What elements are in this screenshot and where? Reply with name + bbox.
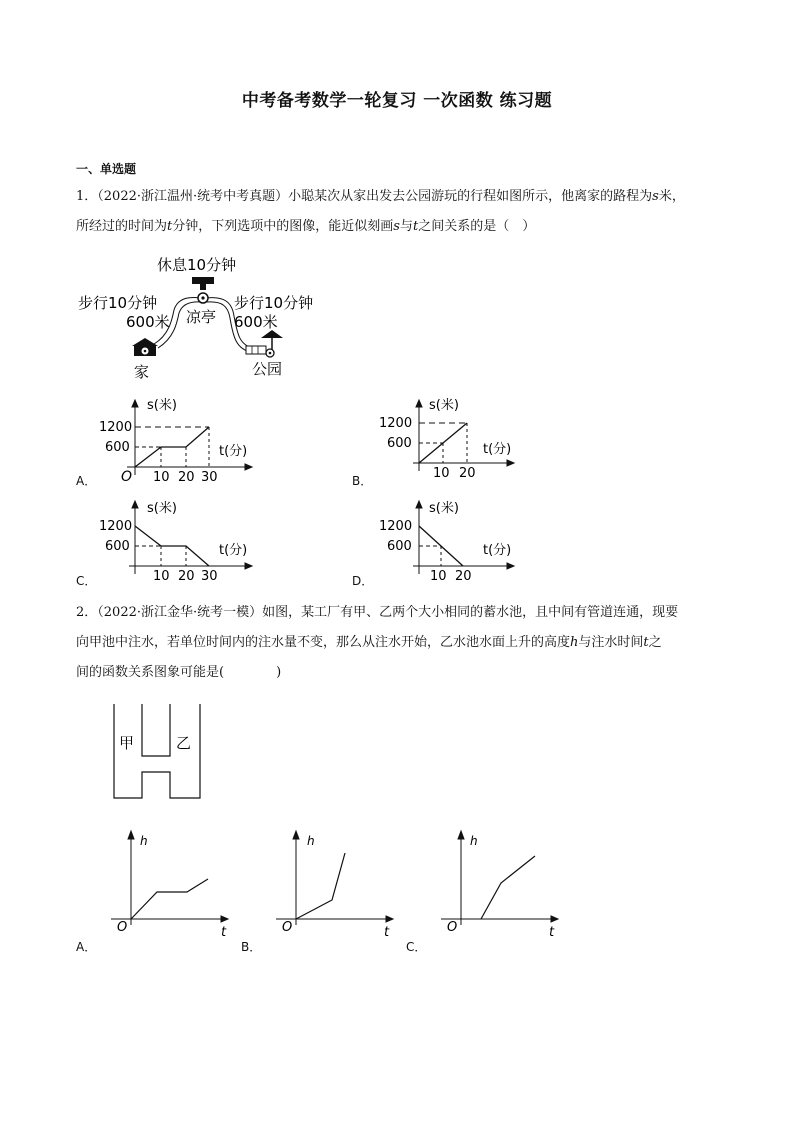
- q2-text-line2b: 与注水时间: [578, 635, 644, 650]
- x-axis-label: t: [384, 925, 390, 940]
- map-rest-label: 休息10分钟: [157, 256, 237, 274]
- q2-option-c-label[interactable]: C．: [406, 940, 427, 954]
- q1-option-b-label[interactable]: B．: [352, 474, 373, 488]
- q1-text-line2c: 与: [399, 219, 413, 234]
- tick-600: 600: [387, 539, 412, 554]
- tick-10: 10: [430, 569, 447, 584]
- y-axis-arrow: [132, 400, 138, 407]
- graph-line: [481, 856, 535, 919]
- q1-graph-a[interactable]: [95, 395, 255, 490]
- y-axis-label: h: [470, 834, 478, 848]
- x-axis-label: t(分): [483, 442, 512, 457]
- y-axis-label: s(米): [429, 501, 459, 516]
- var-h: h: [570, 635, 579, 650]
- y-axis-arrow: [128, 831, 134, 839]
- graph-line: [131, 879, 208, 919]
- tick-10: 10: [153, 569, 170, 584]
- y-axis-arrow: [416, 501, 422, 508]
- x-axis-label: t(分): [219, 444, 248, 459]
- q1-graph-d[interactable]: [375, 496, 520, 588]
- y-axis-arrow: [416, 400, 422, 407]
- route-map-figure: [74, 250, 344, 385]
- graph-line: [296, 853, 345, 919]
- q2-option-b-label[interactable]: B．: [241, 940, 262, 954]
- q1-option-a-label[interactable]: A．: [76, 474, 97, 488]
- y-axis-arrow: [132, 501, 138, 508]
- origin-label: O: [447, 920, 458, 935]
- question-1-text: [76, 182, 720, 242]
- map-dist-right-label: 600米: [234, 313, 278, 331]
- map-home-label: 家: [134, 363, 150, 381]
- question-2-text: [76, 598, 720, 688]
- y-axis-label: h: [307, 834, 315, 848]
- x-axis-arrow: [551, 916, 558, 922]
- x-axis-label: t: [221, 925, 227, 940]
- graph-line: [135, 427, 209, 467]
- q2-number: 2．: [76, 605, 98, 620]
- q2-option-a-label[interactable]: A．: [76, 940, 97, 954]
- origin-label: O: [121, 469, 133, 485]
- map-walk-right-label: 步行10分钟: [234, 294, 314, 312]
- y-axis-label: h: [140, 834, 148, 848]
- q2-graph-c[interactable]: [435, 825, 570, 940]
- tick-20: 20: [455, 569, 472, 584]
- tick-30: 30: [201, 569, 218, 584]
- x-axis-label: t(分): [483, 543, 512, 558]
- tick-1200: 1200: [99, 420, 133, 435]
- q2-graph-a[interactable]: [105, 825, 240, 940]
- tick-30: 30: [201, 470, 218, 485]
- q2-text-line3: 间的函数关系图象可能是( ): [76, 665, 282, 680]
- tick-20: 20: [178, 569, 195, 584]
- origin-label: O: [117, 920, 128, 935]
- q1-text-line2b: 分钟，下列选项中的图像，能近似刻画: [172, 219, 394, 234]
- pool-a-label: 甲: [119, 734, 135, 752]
- x-axis-arrow: [386, 916, 393, 922]
- pool-figure: [108, 700, 208, 805]
- tick-1200: 1200: [379, 416, 413, 431]
- map-park-label: 公园: [252, 360, 283, 378]
- x-axis-arrow: [507, 563, 514, 569]
- var-t: t: [412, 219, 419, 234]
- tick-1200: 1200: [379, 519, 413, 534]
- park-icon: [246, 330, 283, 357]
- q2-text-line2: 向甲池中注水，若单位时间内的注水量不变，那么从注水开始，乙水池水面上升的高度: [76, 635, 571, 650]
- q1-option-c-label[interactable]: C．: [76, 574, 97, 588]
- x-axis-arrow: [245, 464, 252, 470]
- map-dist-left-label: 600米: [126, 313, 170, 331]
- pool-b-label: 乙: [176, 734, 192, 752]
- var-t: t: [643, 635, 649, 650]
- var-s: s: [652, 189, 659, 204]
- x-axis-label: t: [549, 925, 555, 940]
- q2-text-line1: 如图，某工厂有甲、乙两个大小相同的蓄水池，且中间有管道连通，现要: [262, 605, 679, 620]
- graph-line: [135, 526, 209, 566]
- y-axis-label: s(米): [147, 501, 177, 516]
- tick-20: 20: [178, 470, 195, 485]
- tick-600: 600: [387, 436, 412, 451]
- section-heading: 一、单选题: [76, 162, 137, 176]
- y-axis-label: s(米): [429, 398, 459, 413]
- tick-600: 600: [105, 440, 130, 455]
- q1-option-d-label[interactable]: D．: [352, 574, 374, 588]
- q1-graph-b[interactable]: [375, 395, 520, 490]
- tick-20: 20: [459, 466, 476, 481]
- q1-number: 1．: [76, 189, 98, 204]
- q1-source: （2022·浙江温州·统考中考真题）: [97, 189, 289, 204]
- q1-text-line2: 所经过的时间为: [76, 219, 168, 234]
- q2-text-line2c: 之: [648, 635, 662, 650]
- pool-divider: [142, 704, 170, 756]
- q1-text-line2d: 之间关系的是（ ）: [418, 219, 536, 234]
- q1-text-line1-end: 米，: [658, 189, 685, 204]
- y-axis-label: s(米): [147, 398, 177, 413]
- q1-text-line1: 小聪某次从家出发去公园游玩的行程如图所示，他离家的路程为: [288, 189, 653, 204]
- tick-1200: 1200: [99, 519, 133, 534]
- pavilion-icon: [192, 277, 214, 303]
- tick-10: 10: [433, 466, 450, 481]
- origin-label: O: [282, 920, 293, 935]
- tick-10: 10: [153, 470, 170, 485]
- q1-graph-c[interactable]: [95, 496, 255, 588]
- var-s: s: [393, 219, 400, 234]
- map-pavilion-label: 凉亭: [186, 308, 217, 326]
- q2-graph-b[interactable]: [270, 825, 405, 940]
- y-axis-arrow: [293, 831, 299, 839]
- map-walk-left-label: 步行10分钟: [78, 294, 158, 312]
- var-t: t: [167, 219, 173, 234]
- y-axis-arrow: [458, 831, 464, 839]
- x-axis-arrow: [245, 563, 252, 569]
- x-axis-arrow: [221, 916, 228, 922]
- tick-600: 600: [105, 539, 130, 554]
- page-title: 中考备考数学一轮复习 一次函数 练习题: [241, 91, 553, 111]
- q2-source: （2022·浙江金华·统考一模）: [97, 605, 263, 620]
- x-axis-arrow: [507, 460, 514, 466]
- x-axis-label: t(分): [219, 543, 248, 558]
- home-icon: [132, 338, 158, 356]
